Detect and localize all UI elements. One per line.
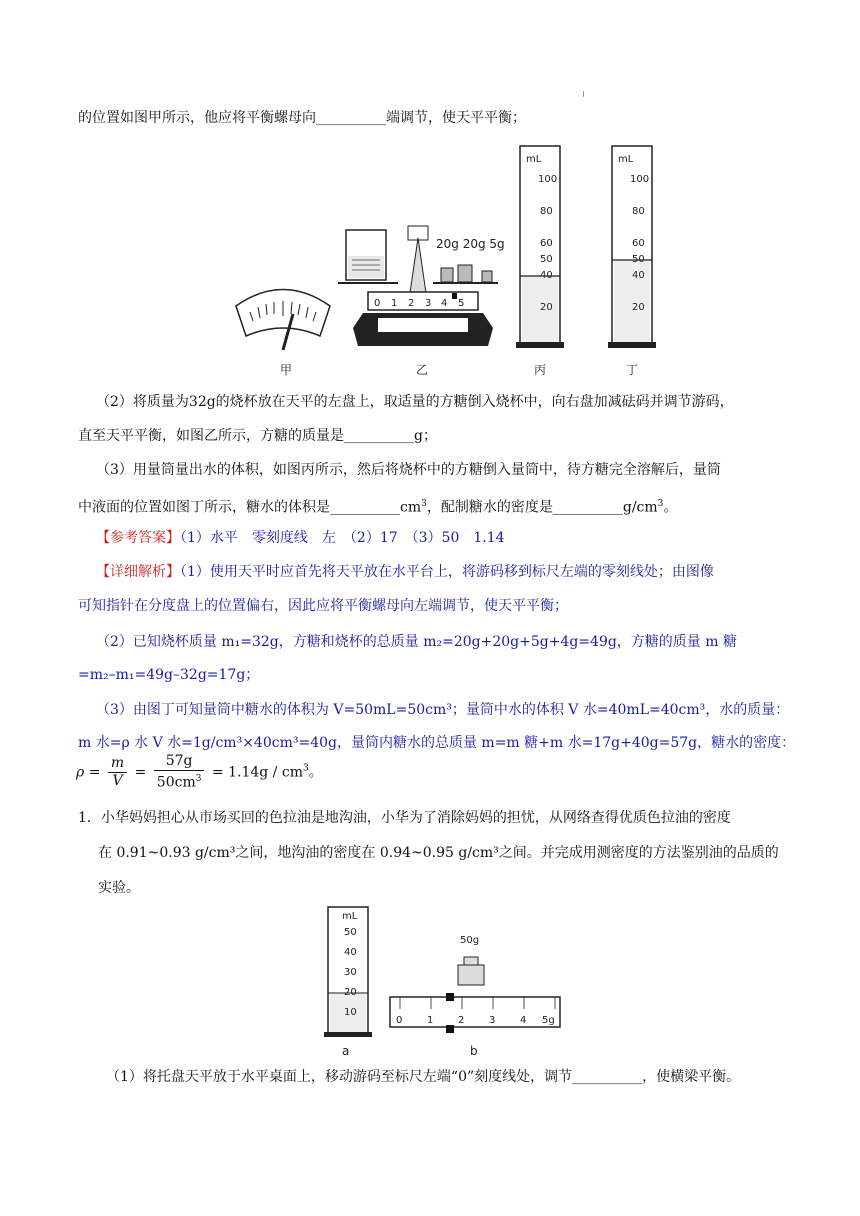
bing-tick-50: 50 bbox=[540, 254, 553, 265]
answer-text: （1）水平 零刻度线 左 （2）17 （3）50 1.14 bbox=[180, 530, 505, 546]
text-line-5c: 。 bbox=[663, 499, 678, 516]
formula-rho: ρ bbox=[76, 764, 85, 781]
a-tick-40: 40 bbox=[344, 947, 357, 958]
formula-den2: 50cm bbox=[156, 774, 196, 791]
formula-end: 。 bbox=[308, 764, 323, 781]
ding-tick-100: 100 bbox=[630, 174, 650, 185]
a-tick-30: 30 bbox=[344, 967, 357, 978]
q1-line-1: 1．小华妈妈担心从市场买回的色拉油是地沟油，小华为了消除妈妈的担忧，从网络查得优质色拉油的密度 bbox=[78, 810, 731, 826]
text-line-1: 的位置如图甲所示，他应将平衡螺母向__________端调节，使天平平衡； bbox=[78, 110, 526, 126]
cylinder-a bbox=[324, 907, 372, 1058]
a-tick-20: 20 bbox=[344, 987, 357, 998]
yi-scale-3: 3 bbox=[425, 298, 432, 309]
balance-yi bbox=[338, 226, 505, 377]
ding-tick-20: 20 bbox=[632, 302, 645, 313]
answer-line bbox=[96, 528, 505, 548]
ding-tick-80: 80 bbox=[632, 206, 645, 217]
explain-text-1: （1）使用天平时应首先将天平放在水平台上，将游码移到标尺左端的零刻线处；由图像 bbox=[180, 564, 714, 580]
page-mark bbox=[583, 91, 584, 97]
ding-tick-50: 50 bbox=[632, 254, 645, 265]
explain-line-3: （2）已知烧杯质量 m₁=32g，方糖和烧杯的总质量 m₂=20g+20g+5g+4g=49g，方糖的质量 m 糖 bbox=[96, 634, 737, 650]
scale-b bbox=[390, 935, 560, 1058]
formula-frac-1 bbox=[108, 755, 127, 790]
text-line-3: 直至天平平衡，如图乙所示，方糖的质量是__________g； bbox=[78, 428, 437, 444]
explain-line-1 bbox=[96, 562, 714, 582]
label-ding: 丁 bbox=[626, 363, 639, 377]
figure-oil-measure bbox=[320, 905, 570, 1063]
explain-line-5: （3）由图丁可知量筒中糖水的体积为 V=50mL=50cm³；量筒中水的体积 V 水=40mL=40cm³，水的质量： bbox=[96, 702, 790, 718]
formula-V: V bbox=[112, 772, 123, 789]
bing-tick-100: 100 bbox=[538, 174, 558, 185]
b-scale-5: 5g bbox=[542, 1015, 555, 1026]
bing-unit: mL bbox=[526, 154, 542, 165]
formula-result: = 1.14g / cm bbox=[211, 764, 303, 781]
text-line-5a: 中液面的位置如图丁所示，糖水的体积是__________cm bbox=[78, 499, 422, 516]
ding-unit: mL bbox=[618, 154, 634, 165]
cylinder-ding bbox=[608, 146, 656, 377]
formula-frac-2 bbox=[154, 753, 205, 792]
bing-tick-60: 60 bbox=[540, 238, 553, 249]
q1-line-3: 实验。 bbox=[98, 880, 140, 896]
formula-den2-sup: 3 bbox=[195, 774, 202, 784]
yi-scale-4: 4 bbox=[441, 298, 448, 309]
explain-line-4: =m₂–m₁=49g–32g=17g； bbox=[78, 667, 260, 683]
dial-jia bbox=[236, 290, 330, 378]
label-b: b bbox=[470, 1044, 478, 1058]
q1-line-4: （1）将托盘天平放于水平桌面上，移动游码至标尺左端“0”刻度线处，调节__________，使横梁平衡。 bbox=[106, 1069, 741, 1085]
bing-tick-80: 80 bbox=[540, 206, 553, 217]
weights-label: 20g 20g 5g bbox=[436, 237, 505, 251]
formula-m: m bbox=[108, 755, 127, 773]
b-scale-2: 2 bbox=[458, 1015, 465, 1026]
figure-balance-cylinders bbox=[228, 138, 668, 383]
label-bing: 丙 bbox=[534, 363, 547, 377]
density-formula bbox=[76, 753, 323, 793]
b-scale-4: 4 bbox=[520, 1015, 527, 1026]
b-scale-1: 1 bbox=[427, 1015, 434, 1026]
label-yi: 乙 bbox=[416, 363, 429, 377]
formula-eq1: = bbox=[88, 764, 101, 781]
q1-line-2: 在 0.91~0.93 g/cm³之间，地沟油的密度在 0.94~0.95 g/cm³之间。并完成用测密度的方法鉴别油的品质的 bbox=[98, 845, 779, 861]
yi-scale-5: 5 bbox=[458, 298, 465, 309]
yi-scale-0: 0 bbox=[374, 298, 381, 309]
bing-tick-20: 20 bbox=[540, 302, 553, 313]
ding-tick-60: 60 bbox=[632, 238, 645, 249]
text-line-5: 中液面的位置如图丁所示，糖水的体积是$\_\_\_\_\_\_\_\_\_\_cm^3$，配制糖水的密度是$\_\_\_\_\_\_\_\_\_\_g/cm^3$。 bbox=[78, 499, 678, 516]
answer-tag: 【参考答案】 bbox=[96, 530, 180, 546]
b-scale-3: 3 bbox=[489, 1015, 496, 1026]
label-a: a bbox=[342, 1044, 350, 1058]
b-scale-0: 0 bbox=[396, 1015, 403, 1026]
weight-50g: 50g bbox=[460, 935, 480, 946]
yi-scale-2: 2 bbox=[408, 298, 415, 309]
explain-line-6: m 水=ρ 水 V 水=1g/cm³×40cm³=40g，量筒内糖水的总质量 m=m 糖+m 水=17g+40g=57g，糖水的密度： bbox=[78, 735, 796, 751]
text-line-5b: ，配制糖水的密度是__________g/cm bbox=[426, 499, 658, 516]
formula-eq2: = bbox=[134, 764, 147, 781]
explain-tag: 【详细解析】 bbox=[96, 564, 180, 580]
explain-line-2: 可知指针在分度盘上的位置偏右，因此应将平衡螺母向左端调节，使天平平衡； bbox=[78, 598, 568, 614]
a-unit: mL bbox=[342, 911, 358, 922]
a-tick-10: 10 bbox=[344, 1007, 357, 1018]
bing-tick-40: 40 bbox=[540, 270, 553, 281]
cylinder-bing bbox=[516, 146, 564, 377]
yi-scale-1: 1 bbox=[391, 298, 398, 309]
label-jia: 甲 bbox=[280, 363, 293, 377]
text-line-4: （3）用量筒量出水的体积，如图丙所示，然后将烧杯中的方糖倒入量筒中，待方糖完全溶解后，量筒 bbox=[96, 462, 721, 478]
a-tick-50: 50 bbox=[344, 927, 357, 938]
ding-tick-40: 40 bbox=[632, 270, 645, 281]
formula-num2: 57g bbox=[154, 753, 205, 771]
text-line-2: （2）将质量为32g的烧杯放在天平的左盘上，取适量的方糖倒入烧杯中，向右盘加减砝码并调节游码， bbox=[96, 394, 734, 410]
formula-result-sup: 3 bbox=[302, 763, 309, 774]
